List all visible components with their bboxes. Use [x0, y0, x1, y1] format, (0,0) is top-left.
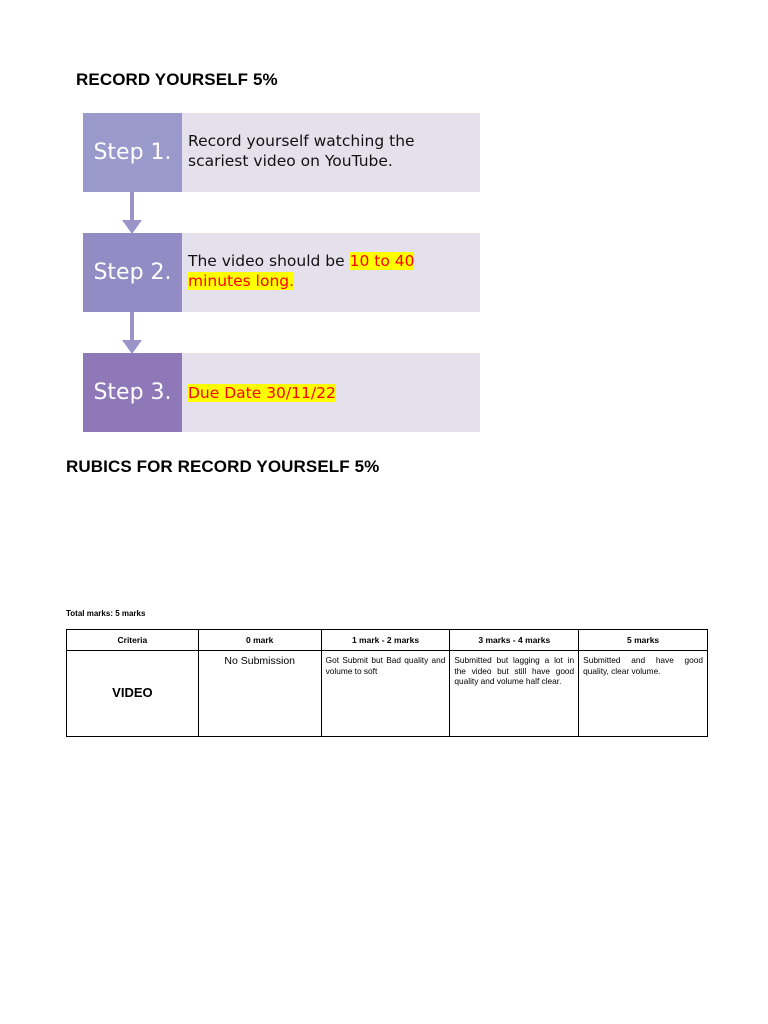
cell-0-mark: No Submission [198, 651, 321, 737]
rubric-table [66, 629, 708, 737]
header-5-marks: 5 marks [579, 630, 708, 651]
step-3 [83, 353, 480, 432]
step-1-text: Record yourself watching the scariest video on YouTube. [182, 113, 480, 192]
page-title: RECORD YOURSELF 5% [76, 70, 278, 89]
cell-3-4-marks: Submitted but lagging a lot in the video but still have good quality and volume half clear. [450, 651, 579, 737]
total-marks: Total marks: 5 marks [66, 609, 146, 618]
table-header-row [67, 630, 708, 651]
step-3-label: Step 3. [83, 353, 182, 432]
due-date-highlight: Due Date 30/11/22 [188, 384, 336, 402]
step-2-highlight: 10 to 40 minutes long. [188, 252, 415, 290]
cell-1-2-marks: Got Submit but Bad quality and volume to soft [321, 651, 450, 737]
criteria-cell: VIDEO [67, 651, 199, 737]
header-1-2-marks: 1 mark - 2 marks [321, 630, 450, 651]
header-criteria: Criteria [67, 630, 199, 651]
step-2-text-plain: The video should be [188, 252, 350, 270]
step-1-label: Step 1. [83, 113, 182, 192]
step-1 [83, 113, 480, 192]
step-3-text [182, 353, 480, 432]
step-2-text [182, 233, 480, 312]
step-2 [83, 233, 480, 312]
down-arrow-icon [122, 192, 142, 234]
cell-5-marks: Submitted and have good quality, clear volume. [579, 651, 708, 737]
header-3-4-marks: 3 marks - 4 marks [450, 630, 579, 651]
rubric-title: RUBICS FOR RECORD YOURSELF 5% [66, 457, 380, 476]
step-2-label: Step 2. [83, 233, 182, 312]
table-row [67, 651, 708, 737]
header-0-mark: 0 mark [198, 630, 321, 651]
down-arrow-icon [122, 312, 142, 354]
